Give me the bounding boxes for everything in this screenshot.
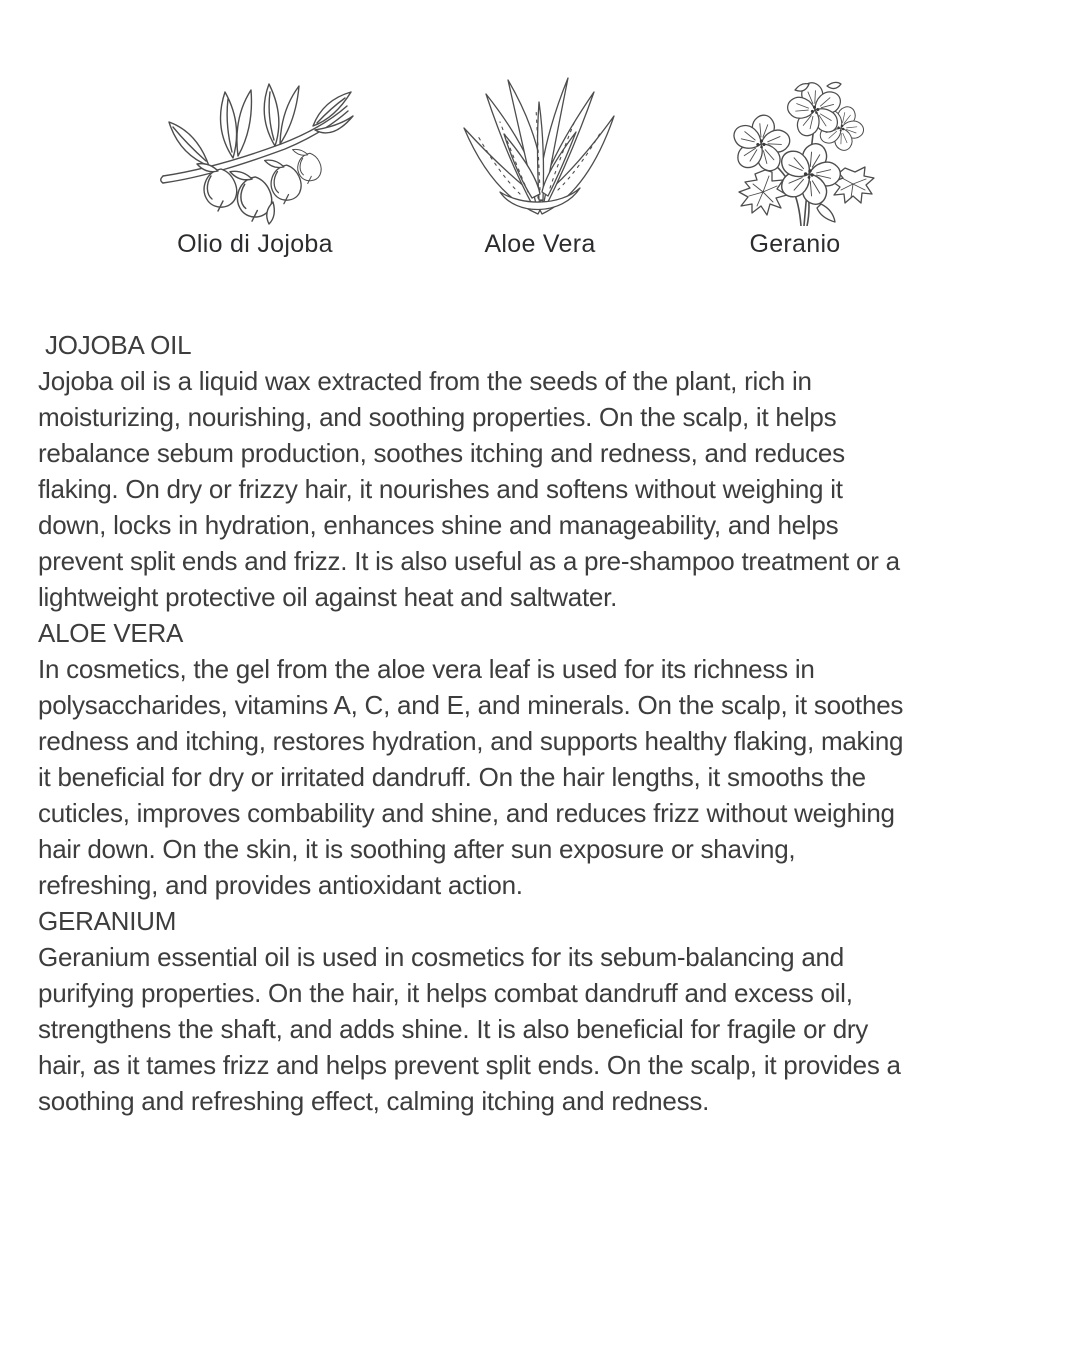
body-line: down, locks in hydration, enhances shine and manageability, and helps — [38, 510, 839, 540]
body-line: polysaccharides, vitamins A, C, and E, and minerals. On the scalp, it soothes — [38, 690, 904, 720]
section-jojoba-oil — [38, 327, 1048, 615]
body-line: purifying properties. On the hair, it helps combat dandruff and excess oil, — [38, 978, 853, 1008]
aloe-vera-label: Aloe Vera — [484, 230, 596, 258]
body-line: strengthens the shaft, and adds shine. It is also beneficial for fragile or dry — [38, 1014, 869, 1044]
body-line: flaking. On dry or frizzy hair, it nourishes and softens without weighing it — [38, 474, 843, 504]
body-line: cuticles, improves combability and shine, and reduces frizz without weighing — [38, 798, 895, 828]
body-line: redness and itching, restores hydration, and supports healthy flaking, making — [38, 726, 904, 756]
body-line: hair down. On the skin, it is soothing after sun exposure or shaving, — [38, 834, 796, 864]
figure-geranium — [704, 74, 886, 259]
body-line: soothing and refreshing effect, calming itching and redness. — [38, 1086, 710, 1116]
section-geranium — [38, 903, 1048, 1119]
body-line: hair, as it tames frizz and helps prevent split ends. On the scalp, it provides a — [38, 1050, 901, 1080]
aloe-vera-heading: ALOE VERA — [38, 618, 184, 648]
geranium-heading: GERANIUM — [38, 906, 177, 936]
jojoba-oil-heading: JOJOBA OIL — [38, 330, 192, 360]
body-line: it beneficial for dry or irritated dandruff. On the hair lengths, it smooths the — [38, 762, 866, 792]
ingredient-descriptions — [38, 327, 1048, 1119]
body-line: Geranium essential oil is used in cosmetics for its sebum-balancing and — [38, 942, 844, 972]
body-line: Jojoba oil is a liquid wax extracted from the seeds of the plant, rich in — [38, 366, 812, 396]
figure-jojoba — [152, 74, 358, 259]
geranium-illustration — [709, 74, 881, 226]
body-line: rebalance sebum production, soothes itching and redness, and reduces — [38, 438, 845, 468]
body-line: moisturizing, nourishing, and soothing properties. On the scalp, it helps — [38, 402, 837, 432]
aloe-vera-illustration — [458, 74, 622, 226]
figure-aloe-vera — [452, 74, 628, 259]
section-aloe-vera — [38, 615, 1048, 903]
jojoba-branch-illustration — [155, 74, 355, 226]
body-line: prevent split ends and frizz. It is also useful as a pre-shampoo treatment or a — [38, 546, 900, 576]
geranium-label: Geranio — [749, 230, 841, 258]
jojoba-label: Olio di Jojoba — [177, 230, 333, 258]
body-line: In cosmetics, the gel from the aloe vera leaf is used for its richness in — [38, 654, 815, 684]
body-line: lightweight protective oil against heat and saltwater. — [38, 582, 618, 612]
body-line: refreshing, and provides antioxidant action. — [38, 870, 523, 900]
